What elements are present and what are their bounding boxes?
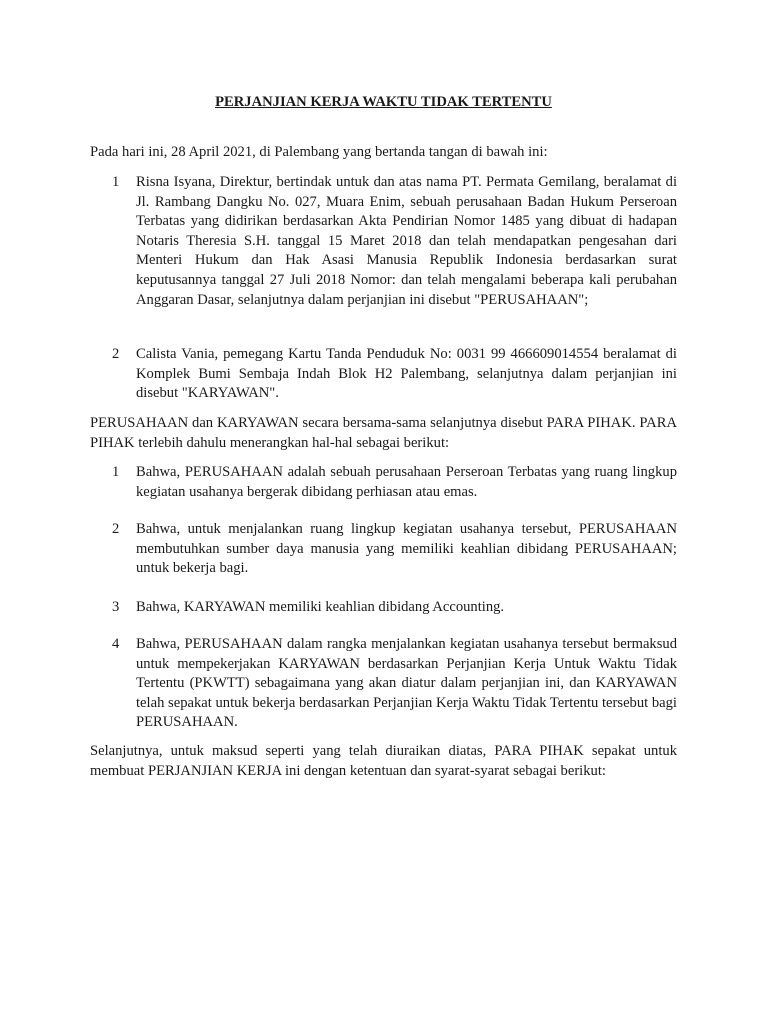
recital-number: 2 bbox=[112, 521, 120, 537]
recital-item-1 bbox=[90, 463, 677, 502]
recital-item-4 bbox=[90, 635, 677, 733]
recital-number: 3 bbox=[112, 599, 120, 615]
party-number: 2 bbox=[112, 346, 120, 362]
recital-number: 1 bbox=[112, 464, 120, 480]
recital-text: Bahwa, PERUSAHAAN dalam rangka menjalankan kegiatan usahanya tersebut bermaksud untuk mempekerjakan KARYAWAN berdasarkan Perjanjian Kerja Untuk Waktu Tidak Tertentu (PKWTT) sebagaimana yang akan diatur dalam perjanjian ini, dan KARYAWAN telah sepakat untuk bekerja berdasarkan Perjanjian Kerja Waktu Tidak Tertentu tersebut bagi PERUSAHAAN. bbox=[136, 636, 677, 731]
recital-text: Bahwa, KARYAWAN memiliki keahlian dibidang Accounting. bbox=[136, 599, 505, 615]
recital-text: Bahwa, PERUSAHAAN adalah sebuah perusahaan Perseroan Terbatas yang ruang lingkup kegiatan usahanya bergerak dibidang perhiasan atau emas. bbox=[136, 464, 677, 500]
party-item-1 bbox=[90, 173, 677, 310]
opening-paragraph: Pada hari ini, 28 April 2021, di Palembang yang bertanda tangan di bawah ini: bbox=[90, 144, 548, 160]
recital-text: Bahwa, untuk menjalankan ruang lingkup kegiatan usahanya tersebut, PERUSAHAAN membutuhkan sumber daya manusia yang memiliki keahlian dibidang PERUSAHAAN; untuk bekerja bagi. bbox=[136, 521, 677, 577]
party-text: Risna Isyana, Direktur, bertindak untuk dan atas nama PT. Permata Gemilang, beralamat di Jl. Rambang Dangku No. 027, Muara Enim, sebuah perusahaan Badan Hukum Perseroan Terbatas yang didirikan berdasarkan Akta Pendirian Nomor 1485 yang dibuat di hadapan Notaris Theresia S.H. tanggal 15 Maret 2018 dan telah mendapatkan pengesahan dari Menteri Hukum dan Hak Asasi Manusia Republik Indonesia berdasarkan surat keputusannya tanggal 27 Juli 2018 Nomor: dan telah mengalami beberapa kali perubahan Anggaran Dasar, selanjutnya dalam perjanjian ini disebut "PERUSAHAAN"; bbox=[136, 174, 677, 308]
party-item-2 bbox=[90, 345, 677, 404]
recital-number: 4 bbox=[112, 636, 120, 652]
party-text: Calista Vania, pemegang Kartu Tanda Penduduk No: 0031 99 466609014554 beralamat di Komplek Bumi Sembaja Indah Blok H2 Palembang, selanjutnya dalam perjanjian ini disebut "KARYAWAN". bbox=[136, 346, 677, 402]
party-number: 1 bbox=[112, 174, 120, 190]
closing-paragraph: Selanjutnya, untuk maksud seperti yang telah diuraikan diatas, PARA PIHAK sepakat untuk membuat PERJANJIAN KERJA ini dengan ketentuan dan syarat-syarat sebagai berikut: bbox=[90, 743, 677, 779]
document-title: PERJANJIAN KERJA WAKTU TIDAK TERTENTU bbox=[215, 94, 552, 110]
parties-statement: PERUSAHAAN dan KARYAWAN secara bersama-sama selanjutnya disebut PARA PIHAK. PARA PIHAK terlebih dahulu menerangkan hal-hal sebagai berikut: bbox=[90, 415, 677, 451]
recital-item-3 bbox=[90, 598, 677, 618]
recital-item-2 bbox=[90, 520, 677, 579]
